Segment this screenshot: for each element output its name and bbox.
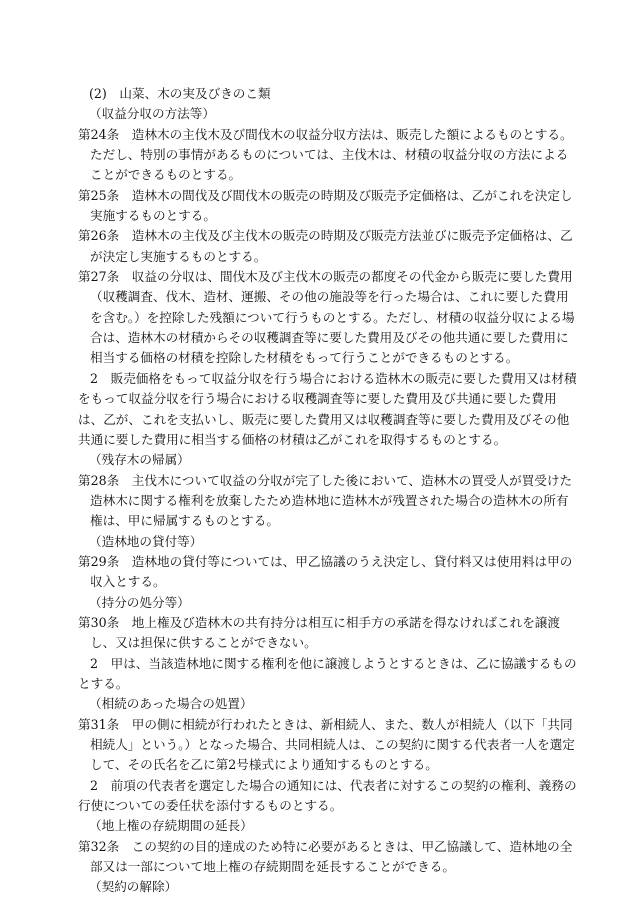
article-28: 第28条 主伐木について収益の分収が完了した後において、造林木の買受人が買受けた造林木に関する権利を放棄したため造林地に造林木が残置された場合の造林木の所有権は、甲に帰属するものとする。: [78, 472, 573, 529]
article-29: 第29条 造林地の貸付等については、甲乙協議のうえ決定し、貸付料又は使用料は甲の収入とする。: [78, 553, 573, 590]
article-31-paragraph-2: 2 前項の代表者を選定した場合の通知には、代表者に対するこの契約の権利、義務の行使についての委任状を添付するものとする。: [78, 777, 577, 814]
subitem-heading: (2) 山菜、木の実及びきのこ類: [89, 86, 271, 101]
caption-profit-sharing: （収益分収の方法等）: [89, 106, 215, 122]
article-30: 第30条 地上権及び造林木の共有持分は相互に相手方の承諾を得なければこれを譲渡し、又は担保に供することができない。: [78, 614, 560, 651]
caption-termination: （契約の解除）: [89, 879, 178, 895]
caption-land-lease: （造林地の貸付等）: [89, 533, 203, 549]
caption-term-extension: （地上権の存続期間の延長）: [89, 818, 253, 834]
caption-share-disposal: （持分の処分等）: [89, 594, 190, 610]
contract-body: [78, 84, 578, 898]
caption-inheritance: （相続のあった場合の処置）: [89, 696, 253, 712]
article-30-paragraph-2: 2 甲は、当該造林地に関する権利を他に譲渡しようとするときは、乙に協議するものとする。: [78, 655, 577, 691]
article-27-paragraph-2: 2 販売価格をもって収益分収を行う場合における造林木の販売に要した費用又は材積をもって収益分収を行う場合における収穫調査等に要した費用及び共通に要した費用は、乙が、これを支払いし、販売に要した費用又は収穫調査等に要した費用及びその他共通に要した費用に相当する価格の材積は乙がこれを取得するものとする。: [78, 370, 577, 447]
caption-remaining-trees: （残存木の帰属）: [89, 452, 190, 468]
article-32: 第32条 この契約の目的達成のため特に必要があるときは、甲乙協議して、造林地の全部又は一部について地上権の存続期間を延長することができる。: [78, 838, 573, 875]
article-25: 第25条 造林木の間伐及び間伐木の販売の時期及び販売予定価格は、乙がこれを決定し実施するものとする。: [78, 187, 573, 224]
article-27: 第27条 収益の分収は、間伐木及び主伐木の販売の都度その代金から販売に要した費用（収穫調査、伐木、造材、運搬、その他の施設等を行った場合は、これに要した費用を含む。）を控除した残額について行うものとする。ただし、材積の収益分収による場合は、造林木の材積からその収穫調査等に要した費用及びその他共通に要した費用に相当する価格の材積を控除した材積をもって行うことができるものとする。: [78, 269, 575, 366]
article-26: 第26条 造林木の主伐及び主伐木の販売の時期及び販売方法並びに販売予定価格は、乙が決定し実施するものとする。: [78, 228, 573, 264]
article-31: 第31条 甲の側に相続が行われたときは、新相続人、また、数人が相続人（以下「共同相続人」という。）となった場合、共同相続人は、この契約に関する代表者一人を選定して、その氏名を乙に第2号様式により通知するものとする。: [78, 716, 575, 773]
article-24: 第24条 造林木の主伐木及び間伐木の収益分収方法は、販売した額によるものとする。ただし、特別の事情があるものについては、主伐木は、材積の収益分収の方法によることができるものとする。: [78, 126, 573, 183]
